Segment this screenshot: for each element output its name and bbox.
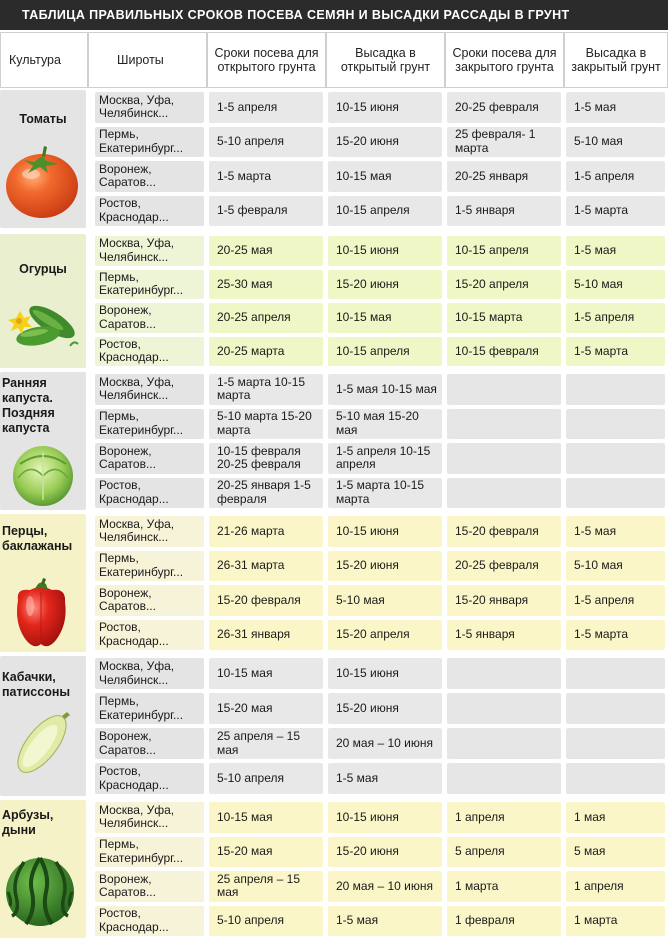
crop-cell [0,656,86,796]
sow-open-cell: 10-15 мая [209,802,323,833]
table-row [93,761,668,796]
crop-group [0,90,668,228]
crop-name: Огурцы [19,262,67,276]
table-row [93,869,668,904]
plant-open-cell: 1-5 мая [328,906,442,937]
sow-open-cell: 5-10 апреля [209,906,323,937]
plant-closed-cell: 5-10 мая [566,270,665,300]
table-row [93,268,668,302]
crop-name: Кабачки, патиссоны [2,670,71,699]
plant-open-cell: 20 мая – 10 июня [328,871,442,902]
sow-open-cell: 1-5 марта [209,161,323,192]
sow-open-cell: 20-25 мая [209,236,323,266]
plant-open-cell: 1-5 апреля 10-15 апреля [328,443,442,474]
sow-open-cell: 5-10 апреля [209,127,323,158]
cabbage-icon [10,442,76,513]
plant-closed-cell: 1-5 марта [566,196,665,227]
table-row [93,583,668,618]
sow-open-cell: 1-5 апреля [209,92,323,123]
region-cell: Ростов, Краснодар... [95,906,204,937]
plant-open-cell: 10-15 июня [328,236,442,266]
plant-open-cell: 15-20 июня [328,270,442,300]
sow-open-cell: 26-31 января [209,620,323,651]
region-cell: Москва, Уфа, Челябинск... [95,658,204,689]
sow-open-cell: 5-10 марта 15-20 марта [209,409,323,440]
sow-closed-cell: 20-25 февраля [447,551,561,582]
region-cell: Пермь, Екатеринбург... [95,837,204,868]
crop-name: Перцы, баклажаны [2,524,73,553]
sow-open-cell: 15-20 февраля [209,585,323,616]
crop-name: Арбузы, дыни [2,808,54,837]
plant-closed-cell: 1-5 марта [566,337,665,367]
table-row [93,800,668,835]
table-row [93,656,668,691]
crop-name: Томаты [19,112,67,126]
region-cell: Ростов, Краснодар... [95,620,204,651]
table-row [93,514,668,549]
plant-closed-cell [566,763,665,794]
plant-open-cell: 10-15 июня [328,516,442,547]
plant-closed-cell: 1-5 апреля [566,585,665,616]
plant-open-cell: 10-15 мая [328,303,442,333]
table-row [93,549,668,584]
sow-closed-cell: 1 апреля [447,802,561,833]
sow-open-cell: 20-25 января 1-5 февраля [209,478,323,509]
plant-closed-cell: 1-5 апреля [566,161,665,192]
plant-open-cell: 15-20 июня [328,693,442,724]
plant-open-cell: 10-15 апреля [328,337,442,367]
sow-open-cell: 5-10 апреля [209,763,323,794]
plant-open-cell: 15-20 апреля [328,620,442,651]
region-cell: Москва, Уфа, Челябинск... [95,374,204,405]
plant-closed-cell: 1 марта [566,906,665,937]
sow-closed-cell [447,443,561,474]
sow-closed-cell: 5 апреля [447,837,561,868]
plant-closed-cell [566,728,665,759]
crop-group [0,234,668,368]
region-cell: Москва, Уфа, Челябинск... [95,236,204,266]
plant-open-cell: 1-5 мая 10-15 мая [328,374,442,405]
region-cell: Воронеж, Саратов... [95,303,204,333]
region-cell: Пермь, Екатеринбург... [95,551,204,582]
sow-closed-cell [447,763,561,794]
sow-open-cell: 1-5 февраля [209,196,323,227]
sow-closed-cell [447,658,561,689]
plant-closed-cell: 1-5 мая [566,516,665,547]
header-sow-closed: Сроки посева для закрытого грунта [445,32,564,88]
region-cell: Пермь, Екатеринбург... [95,409,204,440]
sow-closed-cell: 15-20 января [447,585,561,616]
table-title: ТАБЛИЦА ПРАВИЛЬНЫХ СРОКОВ ПОСЕВА СЕМЯН И ВЫСАДКИ РАССАДЫ В ГРУНТ [0,0,668,30]
plant-closed-cell: 1-5 марта [566,620,665,651]
table-row [93,476,668,511]
header-region: Широты [88,32,207,88]
table-row [93,441,668,476]
tomato-icon [4,142,80,225]
header-plant-open: Высадка в открытый грунт [326,32,445,88]
plant-closed-cell [566,478,665,509]
sow-closed-cell: 1-5 января [447,196,561,227]
sow-open-cell: 20-25 апреля [209,303,323,333]
sow-open-cell: 10-15 февраля 20-25 февраля [209,443,323,474]
sow-closed-cell [447,728,561,759]
table-row [93,618,668,653]
sow-closed-cell: 1-5 января [447,620,561,651]
sow-open-cell: 20-25 марта [209,337,323,367]
crop-cell [0,800,86,938]
region-cell: Москва, Уфа, Челябинск... [95,92,204,123]
plant-closed-cell [566,374,665,405]
table-row [93,335,668,369]
sow-closed-cell [447,409,561,440]
plant-closed-cell: 1-5 мая [566,92,665,123]
region-cell: Ростов, Краснодар... [95,763,204,794]
plant-open-cell: 15-20 июня [328,551,442,582]
sow-closed-cell: 1 марта [447,871,561,902]
header-crop: Культура [0,32,88,88]
sow-closed-cell [447,693,561,724]
zucchini-icon [10,708,74,783]
region-cell: Ростов, Краснодар... [95,337,204,367]
region-cell: Воронеж, Саратов... [95,728,204,759]
table-row [93,835,668,870]
table-row [93,407,668,442]
table-header [0,32,668,88]
plant-closed-cell: 1 мая [566,802,665,833]
plant-open-cell: 1-5 мая [328,763,442,794]
plant-open-cell: 10-15 июня [328,802,442,833]
plant-open-cell: 10-15 июня [328,92,442,123]
plant-closed-cell: 5-10 мая [566,127,665,158]
table-row [93,125,668,160]
plant-open-cell: 1-5 марта 10-15 марта [328,478,442,509]
plant-closed-cell [566,409,665,440]
crop-group [0,656,668,796]
sow-open-cell: 15-20 мая [209,693,323,724]
sow-closed-cell: 20-25 февраля [447,92,561,123]
region-cell: Воронеж, Саратов... [95,161,204,192]
sow-closed-cell [447,478,561,509]
sow-open-cell: 25 апреля – 15 мая [209,871,323,902]
region-cell: Пермь, Екатеринбург... [95,270,204,300]
region-cell: Воронеж, Саратов... [95,585,204,616]
sow-closed-cell: 25 февраля- 1 марта [447,127,561,158]
plant-open-cell: 15-20 июня [328,127,442,158]
plant-open-cell: 10-15 июня [328,658,442,689]
plant-closed-cell [566,658,665,689]
sow-open-cell: 25-30 мая [209,270,323,300]
region-cell: Москва, Уфа, Челябинск... [95,802,204,833]
crop-cell [0,514,86,652]
region-cell: Ростов, Краснодар... [95,478,204,509]
cucumber-icon [4,296,84,361]
watermelon-icon [4,856,76,933]
region-cell: Пермь, Екатеринбург... [95,127,204,158]
region-cell: Воронеж, Саратов... [95,871,204,902]
plant-closed-cell [566,693,665,724]
sow-closed-cell: 10-15 апреля [447,236,561,266]
sow-closed-cell: 10-15 февраля [447,337,561,367]
table-row [93,726,668,761]
plant-open-cell: 5-10 мая [328,585,442,616]
sow-open-cell: 10-15 мая [209,658,323,689]
plant-open-cell: 15-20 июня [328,837,442,868]
crop-group [0,800,668,938]
plant-closed-cell: 1-5 апреля [566,303,665,333]
table-row [93,159,668,194]
header-sow-open: Сроки посева для открытого грунта [207,32,326,88]
crop-cell [0,234,86,368]
table-row [93,234,668,268]
plant-closed-cell: 5-10 мая [566,551,665,582]
table-row [93,372,668,407]
region-cell: Москва, Уфа, Челябинск... [95,516,204,547]
table-row [93,691,668,726]
plant-open-cell: 5-10 мая 15-20 мая [328,409,442,440]
plant-open-cell: 20 мая – 10 июня [328,728,442,759]
sow-closed-cell: 10-15 марта [447,303,561,333]
pepper-icon [10,578,72,655]
crop-group [0,514,668,652]
plant-open-cell: 10-15 мая [328,161,442,192]
table-row [93,904,668,939]
plant-closed-cell [566,443,665,474]
table-row [93,194,668,229]
region-cell: Воронеж, Саратов... [95,443,204,474]
plant-closed-cell: 5 мая [566,837,665,868]
sow-open-cell: 21-26 марта [209,516,323,547]
plant-open-cell: 10-15 апреля [328,196,442,227]
plant-closed-cell: 1-5 мая [566,236,665,266]
region-cell: Ростов, Краснодар... [95,196,204,227]
sow-closed-cell [447,374,561,405]
table-row [93,90,668,125]
plant-closed-cell: 1 апреля [566,871,665,902]
sow-closed-cell: 15-20 февраля [447,516,561,547]
crop-name: Ранняя капуста. Поздняя капуста [2,376,55,435]
sow-open-cell: 25 апреля – 15 мая [209,728,323,759]
crop-cell [0,372,86,510]
crop-cell [0,90,86,228]
sow-closed-cell: 20-25 января [447,161,561,192]
table-row [93,301,668,335]
sow-open-cell: 15-20 мая [209,837,323,868]
sow-closed-cell: 1 февраля [447,906,561,937]
region-cell: Пермь, Екатеринбург... [95,693,204,724]
sow-closed-cell: 15-20 апреля [447,270,561,300]
header-plant-closed: Высадка в закрытый грунт [564,32,668,88]
crop-group [0,372,668,510]
sow-open-cell: 26-31 марта [209,551,323,582]
sow-open-cell: 1-5 марта 10-15 марта [209,374,323,405]
